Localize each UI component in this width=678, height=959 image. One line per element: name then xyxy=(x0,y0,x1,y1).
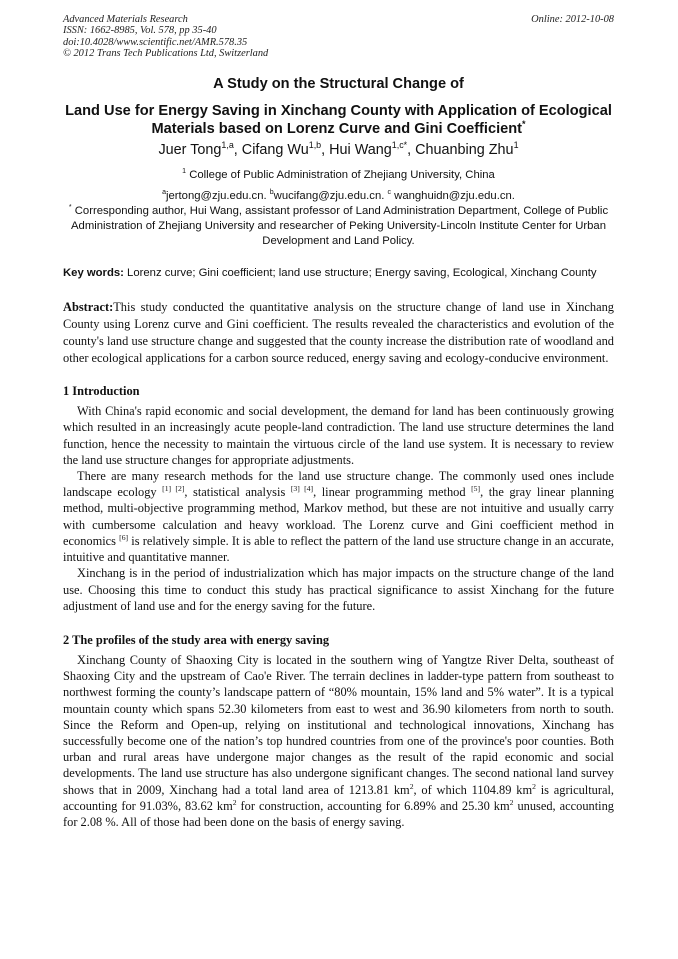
journal-name: Advanced Materials Research xyxy=(63,14,188,25)
author-emails: $^a$jertong@zju.edu.cn. $^b$wucifang@zju.edu.cn. $^c$ wanghuidn@zju.edu.cn. xyxy=(162,189,515,203)
paragraph: Xinchang is in the period of industrialization which has major impacts on the structure change of the land use. Choosing this time to conduct this study has practical significance to assist Xinchang for the future adjustment of land use and for the energy saving for the future. xyxy=(63,566,614,613)
paragraph: There are many research methods for the land use structure change. The commonly used ones include landscape ecology [1] [2], statistical analysis [3] [4], linear programming method [5], the gray linear planning method, multi-objective programming method, Markov method, but these are not intuitive and usually carry with cumbersome calculation and heavy workload. The Lorenz curve and Gini coefficient method in economics [6] is relatively simple. It is able to reflect the pattern of the land use structure change in an accurate, intuitive and quantitative manner. xyxy=(63,469,615,565)
abstract-label: Abstract: xyxy=(63,300,114,315)
citation[interactable]: [3] [4] xyxy=(290,484,314,494)
author: Chuanbing Zhu$^1$ xyxy=(415,139,519,158)
paragraph: Xinchang County of Shaoxing City is located in the southern wing of Yangtze River Delta, southeast of Shaoxing City and the upstream of Cao'e River. The terrain declines in ladder-type pattern from southeast to northwest forming the county’s landscape pattern of “80% mountain, 15% land and 5% water”. It is a typical mountain county which spans 52.30 kilometers from east to west and 36.90 kilometers from north to south. Since the Reform and Open-up, relying on institutional and technological innovations, Xinchang has successfully become one of the nation’s top hundred countries from one of the province's poor counties. Both urban and rural areas have undergone major changes as the result of the rapid economic and social developments. The land use structure has also undergone significant changes. The second national land survey shows that in 2009, Xinchang had a total land area of 1213.81 $km^2$, of which 1104.89 $km^2$ is agricultural, accounting for 91.03%, 83.62 $km^2$ for construction, accounting for 6.89% and 25.30 $km^2$ unused, accounting for 2.08 %. All of those had been done on the basis of energy saving. xyxy=(63,652,615,829)
email-link[interactable]: jertong@zju.edu.cn. xyxy=(165,190,267,203)
copyright-line: © 2012 Trans Tech Publications Ltd, Switzerland xyxy=(63,47,269,59)
citation[interactable]: [5] xyxy=(471,484,481,494)
journal-header xyxy=(63,14,614,59)
citation[interactable]: [1] [2] xyxy=(162,484,185,494)
abstract-text: This study conducted the quantitative analysis on the structure change of land use in Xinchang County using Lorenz curve and Gini coefficient. The results revealed the characteristics and evolution of the county's land use structure change and suggested that the county increase the distribution rate of woodland and other ecological applications for a carbon source reduced, energy saving and ecology-conducive environment. xyxy=(63,300,614,366)
paragraph: With China's rapid economic and social development, the demand for land has been continuously growing which resulted in an increasingly acute people-land contradiction. The land use structure determines the land function, hence the necessity to maintain the virtuous circle of the land use system. It is necessary to review the land use structure changes for appropriate adjustments. xyxy=(63,404,614,467)
keywords-text: Lorenz curve; Gini coefficient; land use structure; Energy saving, Ecological, Xinchang County xyxy=(123,266,597,279)
keywords-label: Key words: xyxy=(63,266,124,279)
author: Juer Tong$^{1,a}$, xyxy=(158,139,242,158)
author-list xyxy=(63,141,614,160)
paper-title-line-2 xyxy=(63,102,614,139)
corresponding-author-note: * Corresponding author, Hui Wang, assistant professor of Land Administration Department, College of Public Administration of Zhejiang University and researcher of Peking University-Lincoln Institute Center for Urban Development and Land Policy. xyxy=(68,204,609,247)
author: Hui Wang$^{1,c*}$, xyxy=(329,139,416,158)
section-heading-study-area: 2 The profiles of the study area with energy saving xyxy=(63,632,330,647)
email-link[interactable]: wucifang@zju.edu.cn. xyxy=(273,190,385,203)
section-heading-introduction: 1 Introduction xyxy=(63,384,140,399)
abstract xyxy=(63,299,614,367)
citation[interactable]: [6] xyxy=(119,532,129,542)
doi-line[interactable]: doi:10.4028/www.scientific.net/AMR.578.35 xyxy=(63,36,248,48)
paper-page xyxy=(63,14,614,830)
keywords xyxy=(63,266,614,281)
paper-title-text: Land Use for Energy Saving in Xinchang County with Application of Ecological Materials based on Lorenz Curve and Gini Coefficient xyxy=(65,102,612,138)
author: Cifang Wu$^{1,b}$, xyxy=(241,139,330,158)
issn-line: ISSN: 1662-8985, Vol. 578, pp 35-40 xyxy=(63,25,217,37)
title-footnote-mark: * xyxy=(522,119,526,130)
paper-title-line-1: A Study on the Structural Change of xyxy=(213,76,464,93)
email-link[interactable]: wanghuidn@zju.edu.cn. xyxy=(391,190,515,203)
affiliation: $^1$ College of Public Administration of Zhejiang University, China xyxy=(182,167,495,181)
online-date: Online: 2012-10-08 xyxy=(531,14,614,25)
